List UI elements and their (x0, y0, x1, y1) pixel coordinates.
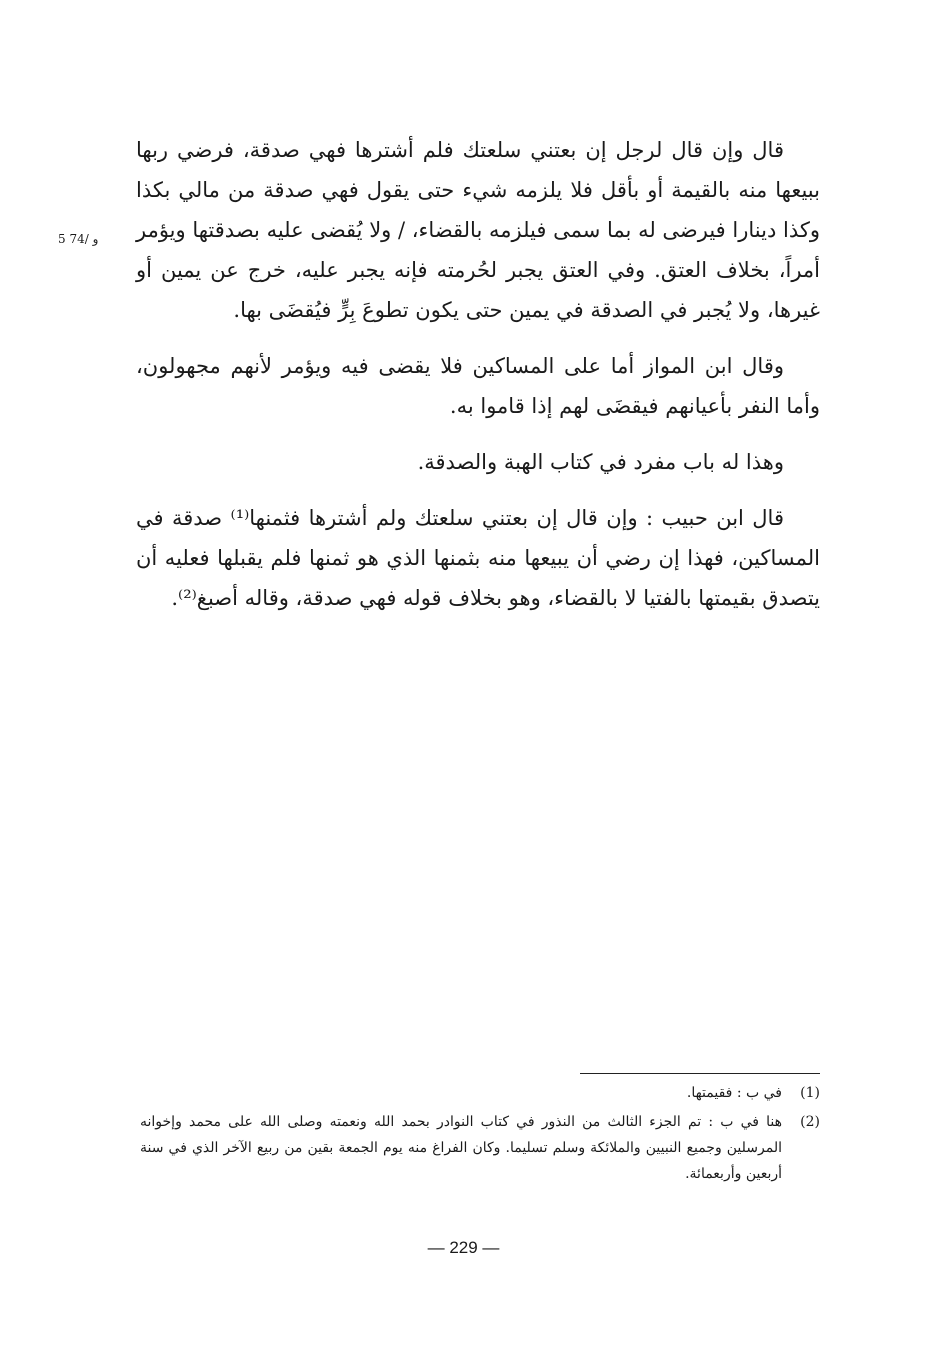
footnotes (140, 1080, 820, 1190)
page-number: — 229 — (427, 1238, 500, 1257)
footnote-text: في ب : فقيمتها. (686, 1085, 782, 1101)
paragraph-3: وهذا له باب مفرد في كتاب الهبة والصدقة. (417, 450, 784, 474)
margin-folio-note: 5 74/ و (58, 232, 99, 246)
footnote-number: (1) (800, 1085, 820, 1101)
footnote-number: (2) (800, 1114, 820, 1130)
footnote-text: هنا في ب : تم الجزء الثالث من النذور في كتاب النوادر بحمد الله ونعمته وصلى الله على محمد وإخوانه المرسلين وجميع النبيين والملائكة وسلم تسليما. وكان الفراغ منه يوم الجمعة بقين من ربيع الآخر الذي في سنة أربعين وأربعمائة. (140, 1114, 782, 1182)
footnote-divider (580, 1073, 820, 1074)
footnote-2 (140, 1109, 820, 1187)
footnote-1 (140, 1080, 820, 1106)
paragraph-2: وقال ابن المواز أما على المساكين فلا يقضى فيه ويؤمر لأنهم مجهولون، وأما النفر بأعيانهم فيقضَى لهم إذا قاموا به. (136, 354, 820, 418)
paragraph-1: قال وإن قال لرجل إن بعتني سلعتك فلم أشترها فهي صدقة، فرضي ربها ببيعها منه بالقيمة أو بأقل فلا يلزمه شيء حتى يقول فهي صدقة من مالي بكذا وكذا دينارا فيرضى له بما سمى فيلزمه بالقضاء، / ولا يُقضى عليه بصدقتها ويؤمر أمراً، بخلاف العتق. وفي العتق يجبر لحُرمته فإنه يجبر عليه، خرج عن يمين أو غيرها، ولا يُجبر في الصدقة في يمين حتى يكون تطوعَ بِرٍّ فيُقضَى بها. (136, 138, 820, 322)
main-text-body (136, 130, 820, 634)
paragraph-4: قال ابن حبيب : وإن قال إن بعتني سلعتك ولم أشترها فثمنها⁽¹⁾ صدقة في المساكين، فهذا إن رضي أن يبيعها منه بثمنها الذي هو ثمنها فلم يقبلها فعليه أن يتصدق بقيمتها بالفتيا لا بالقضاء، وهو بخلاف قوله فهي صدقة، وقاله أصبغ⁽²⁾. (136, 506, 820, 610)
